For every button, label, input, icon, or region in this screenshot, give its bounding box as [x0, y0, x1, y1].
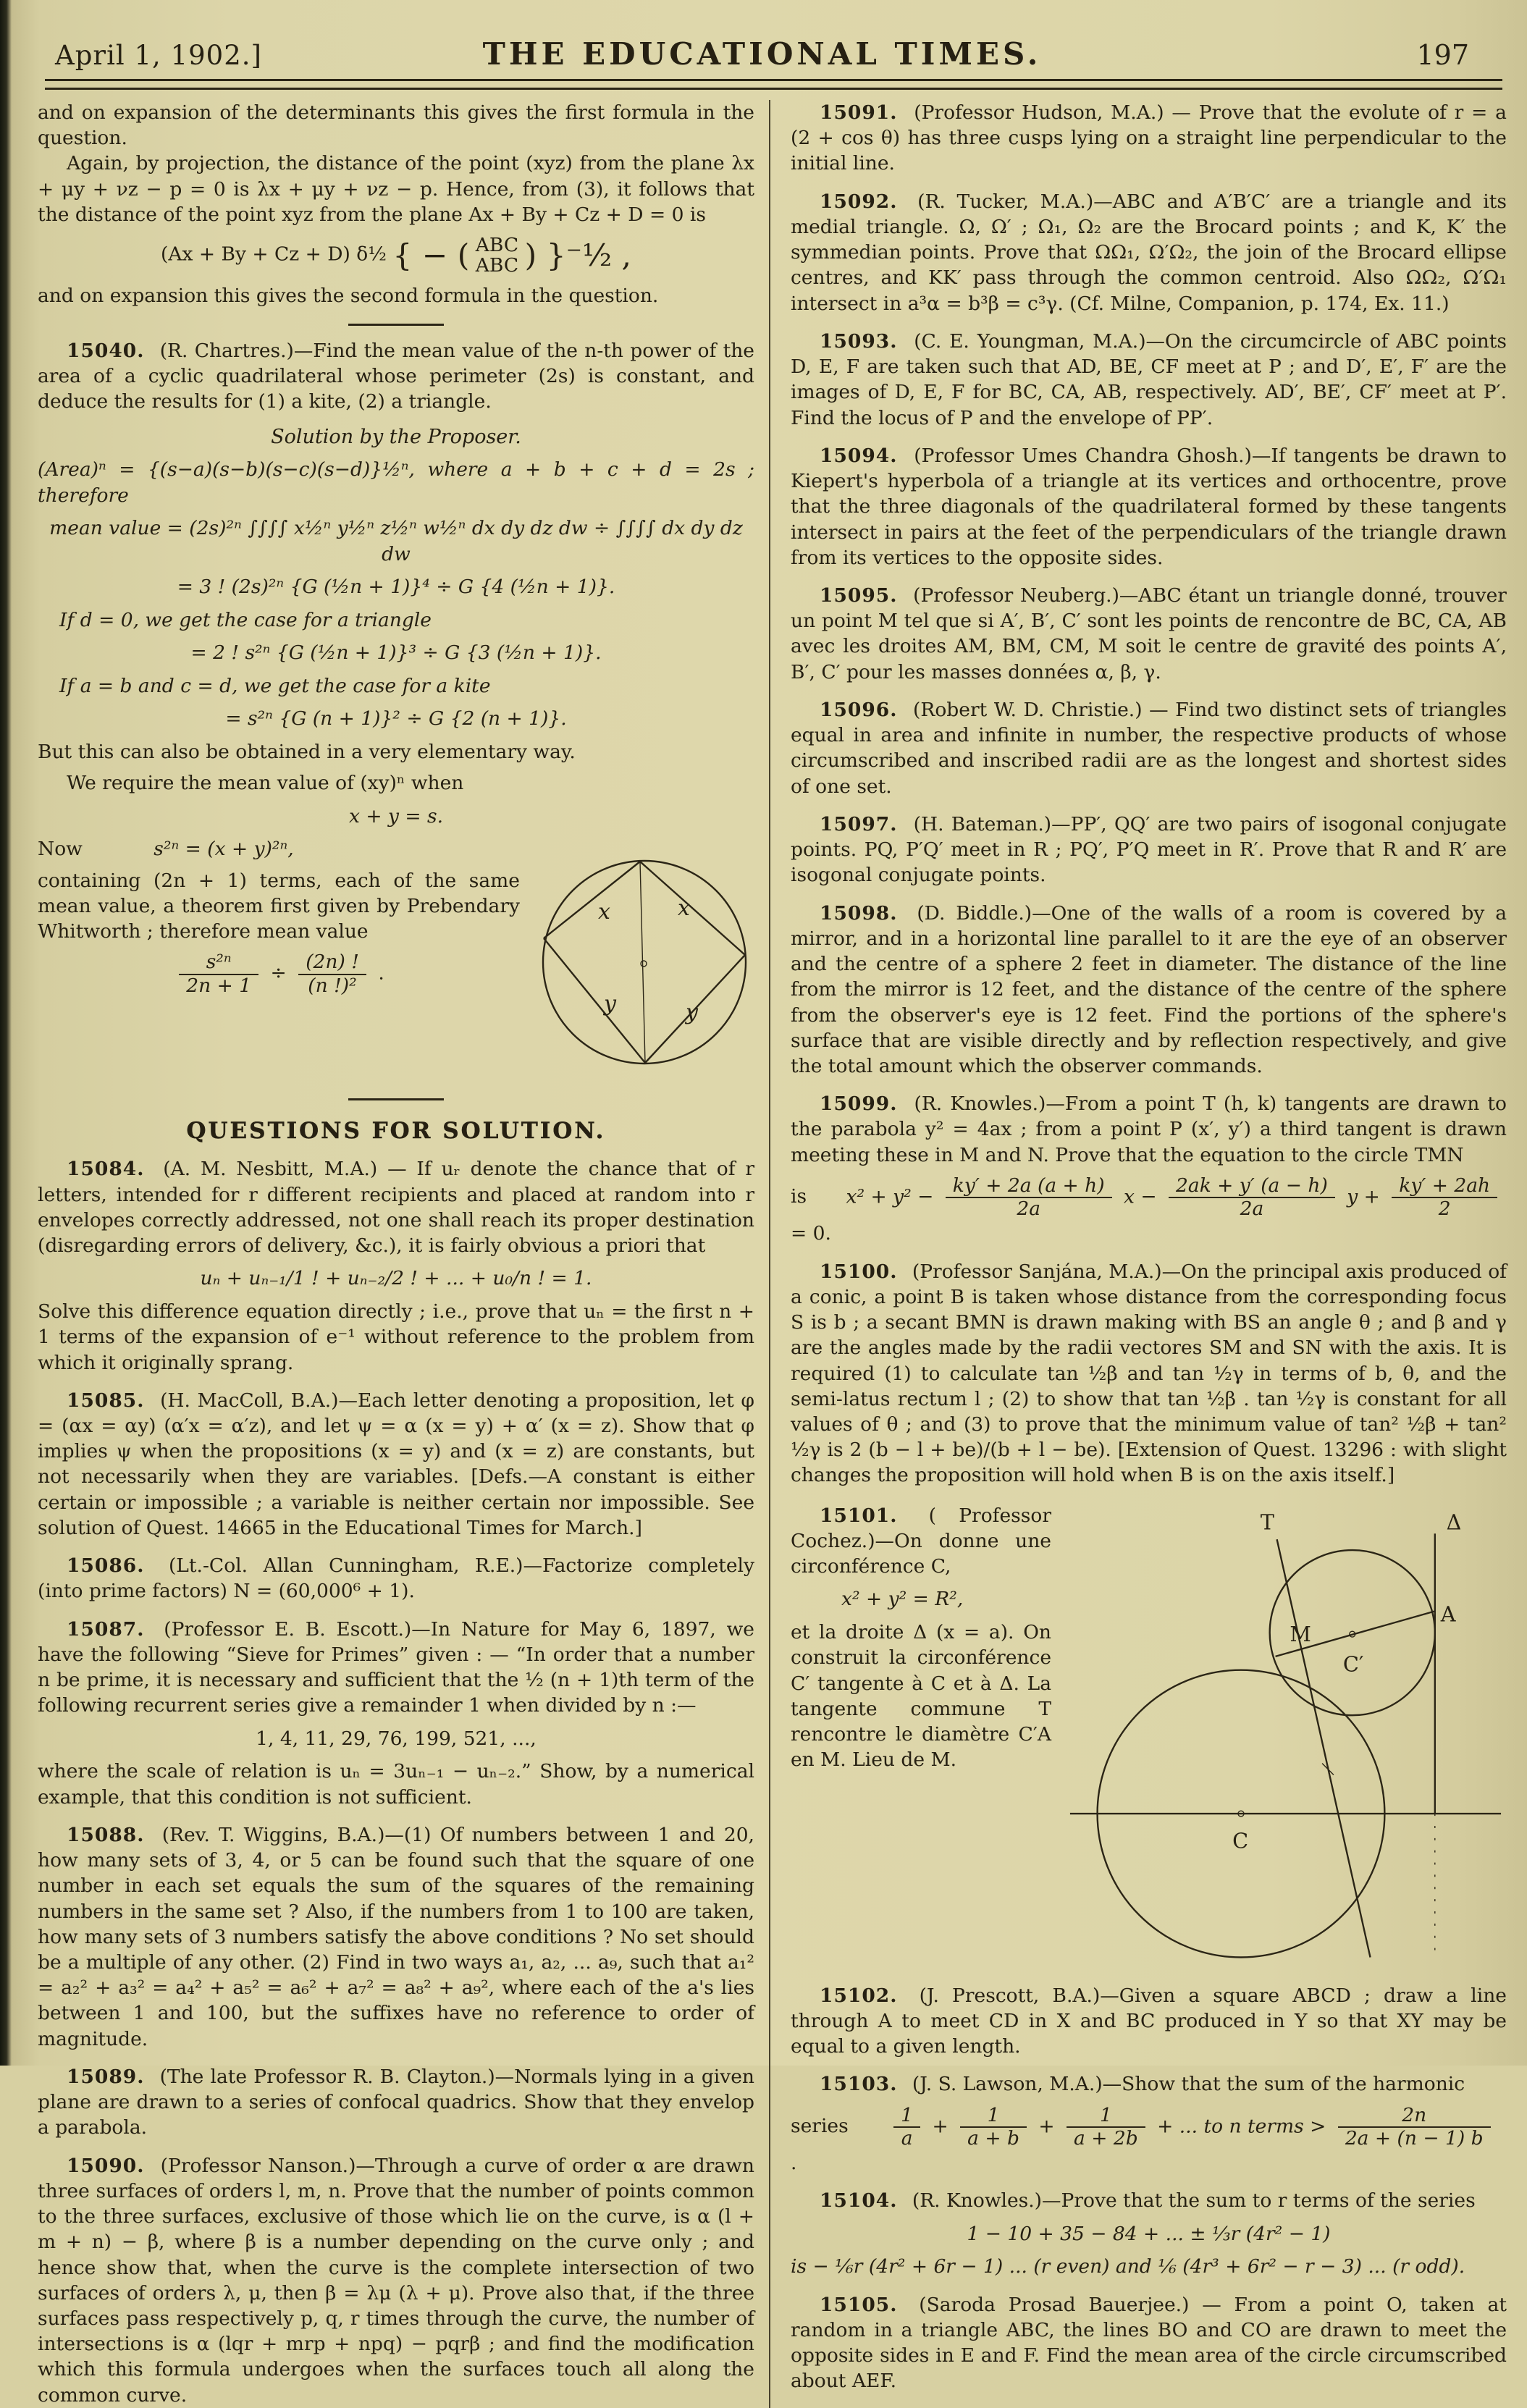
solution-heading: Solution by the Proposer.: [271, 426, 521, 449]
left-column: [38, 100, 769, 2408]
question-number: 15102.: [820, 1984, 898, 2007]
header-rule: [45, 79, 1502, 90]
question-text: (A. M. Nesbitt, M.A.) — If uᵣ denote the chance that of r letters, intended for r different recipients and placed at random into r envelopes correctly addressed, not one shall reach its proper destination (disregarding errors of delivery, &c.), it is fairly obvious a priori that: [38, 1158, 754, 1258]
issue-date: April 1, 1902.]: [55, 40, 262, 71]
formula-prime-series: 1, 4, 11, 29, 76, 199, 521, ...,: [256, 1727, 537, 1750]
question-number: 15040.: [67, 339, 145, 362]
fraction: $\frac{1}{a + 2b}$: [1067, 2105, 1145, 2150]
fraction: $\frac{\text{s²ⁿ}}{2n + 1}$: [179, 951, 258, 997]
solution-line: But this can also be obtained in a very elementary way.: [38, 741, 576, 764]
formula-mean-value: mean value = (2s)²ⁿ ∫∫∫∫ x½ⁿ y½ⁿ z½ⁿ w½ⁿ dx dy dz dw ÷ ∫∫∫∫ dx dy dz dw: [49, 516, 743, 565]
question-number: 15096.: [820, 698, 898, 721]
paragraph: and on expansion this gives the second formula in the question.: [38, 285, 659, 308]
solution-line: If a = b and c = d, we get the case for a kite: [59, 675, 491, 698]
solution-line: Now s²ⁿ = (x + y)²ⁿ,: [38, 838, 294, 861]
label-C-prime: C′: [1342, 1651, 1364, 1677]
question-15040: [38, 338, 754, 415]
question-number: 15092.: [820, 190, 898, 213]
question-number: 15098.: [820, 901, 898, 925]
question-text: (J. Prescott, B.A.)—Given a square ABCD ; draw a line through A to meet CD in X and BC produced in Y so that XY may be equal to a given length.: [791, 1984, 1507, 2058]
formula-circle-equation: x² + y² = R²,: [841, 1588, 964, 1611]
question-number: 15089.: [67, 2065, 145, 2088]
question-text: ( Professor Cochez.)—On donne une circonférence C,: [791, 1504, 1051, 1578]
question-text: (Professor Nanson.)—Through a curve of order α are drawn three surfaces of orders l, m, n. Prove that the number of points common to the three surfaces, exclusive of those which lie on the curve, is α (l + m + n) − β, where β is a number depending on the curve only ; and hence show that, when the curve is the complete intersection of two surfaces of orders λ, μ, then β = λμ (λ + μ). Prove also that, if the three surfaces pass respectively p, q, r times through the curve, the number of intersections is α (lqr + mrp + npq) − pqrβ ; and find the modification which this formula undergoes when the surfaces touch all along the common curve.: [38, 2154, 754, 2407]
paragraph: Again, by projection, the distance of the point (xyz) from the plane λx + μy + νz − p = 0 is λx + μy + νz − p. Hence, from (3), it follows that the distance of the point xyz from the plane Ax + By + Cz + D = 0 is: [38, 152, 754, 226]
question-15104: [791, 2188, 1507, 2279]
label-delta: Δ: [1446, 1510, 1462, 1535]
page-header: [55, 36, 1498, 72]
question-15092: [791, 189, 1507, 316]
question-15097: [791, 812, 1507, 888]
question-text: (R. Chartres.)—Find the mean value of the n-th power of the area of a cyclic quadrilateral whose perimeter (2s) is constant, and deduce the results for (1) a kite, (2) a triangle.: [38, 339, 754, 413]
question-number: 15103.: [820, 2073, 898, 2096]
right-column: [769, 100, 1507, 2408]
formula-gamma-triangle: = 2 ! s²ⁿ {G (½n + 1)}³ ÷ G {3 (½n + 1)}.: [190, 641, 602, 665]
question-number: 15085.: [67, 1389, 145, 1412]
question-text: (Saroda Prosad Bauerjee.) — From a point O, taken at random in a triangle ABC, the lines BO and CO are drawn to meet the opposite sides in E and F. Find the mean area of the circle circumscribed about AEF.: [791, 2293, 1507, 2393]
formula-circle-tmn: is x² + y² − $\frac{ky' + 2a (a + h)}{2a}$ x − $\frac{2ak + y' (a - h)}{2a}$ y + $\frac{ky' + 2ah}{2}$ = 0.: [791, 1175, 1507, 1247]
section-separator: [348, 324, 444, 326]
cochez-circles-figure: [1061, 1503, 1507, 1966]
question-text: (H. MacColl, B.A.)—Each letter denoting a proposition, let φ = (αx = αy) (α′x = α′z), and let ψ = α (x = y) + α′ (x = z). Show that φ implies ψ when the propositions (x = y) and (x = z) are constants, but not necessarily when they are variables. [Defs.—A constant is either certain or impossible ; a variable is neither certain nor impossible. See solution of Quest. 14665 in the Educational Times for March.]: [38, 1389, 754, 1539]
question-text: (R. Tucker, M.A.)—ABC and A′B′C′ are a triangle and its medial triangle. Ω, Ω′ ; Ω₁, Ω₂ are the Brocard points ; and K, K′ the symmedian points. Prove that ΩΩ₁, Ω′Ω₂, the join of the Brocard ellipse centres, and KK′ pass through the common centroid. Also ΩΩ₂, Ω′Ω₁ intersect in a³α = b³β = c³γ. (Cf. Milne, Companion, p. 174, Ex. 11.): [791, 190, 1507, 315]
question-number: 15095.: [820, 584, 898, 607]
kite-in-circle-figure: [536, 841, 754, 1081]
question-15101: [791, 1503, 1507, 1971]
stacked-determinant: ABC ABC: [475, 233, 519, 277]
question-text: is − ⅙r (4r² + 6r − 1) ... (r even) and ⅙ (4r³ + 6r² − r − 3) ... (r odd).: [791, 2255, 1465, 2278]
solution-line: If d = 0, we get the case for a triangle: [59, 609, 432, 632]
solution-line: (Area)ⁿ = {(s−a)(s−b)(s−c)(s−d)}½ⁿ, where a + b + c + d = 2s ; therefore: [38, 458, 754, 507]
question-text: (Lt.-Col. Allan Cunningham, R.E.)—Factorize completely (into prime factors) N = (60,000⁶ + 1).: [38, 1554, 754, 1603]
question-15088: [38, 1822, 754, 2052]
label-A: A: [1440, 1601, 1456, 1626]
question-text: (The late Professor R. B. Clayton.)—Normals lying in a given plane are drawn to a series of confocal quadrics. Show that they envelop a parabola.: [38, 2065, 754, 2139]
question-15103: [791, 2071, 1507, 2176]
side-label-x: x: [598, 899, 610, 925]
formula-final-mean-value: $\frac{\text{s²ⁿ}}{2n + 1}$ ÷ $\frac{(2n) !}{\text{(n !)²}}$ .: [38, 951, 754, 997]
page-number: 197: [1416, 39, 1469, 71]
question-text: (Professor Hudson, M.A.) — Prove that the evolute of r = a (2 + cos θ) has three cusps lying on a straight line perpendicular to the initial line.: [791, 101, 1507, 175]
question-15099: [791, 1091, 1507, 1246]
question-text: (Professor E. B. Escott.)—In Nature for May 6, 1897, we have the following “Sieve for Primes” given : — “In order that a number n be prime, it is necessary and sufficient that the ½ (n + 1)th term of the following recurrent series give a remainder 1 when divided by n :—: [38, 1617, 754, 1717]
formula-gamma-kite: = s²ⁿ {G (n + 1)}² ÷ G {2 (n + 1)}.: [225, 707, 567, 731]
question-15086: [38, 1553, 754, 1604]
question-text: (C. E. Youngman, M.A.)—On the circumcircle of ABC points D, E, F are taken such that AD, BE, CF meet at P ; and D′, E′, F′ are the images of D, E, F for BC, CA, AB, respectively. AD′, BE′, CF′ meet at P′. Find the locus of P and the envelope of PP′.: [791, 329, 1507, 429]
formula-harmonic-series: series $\frac{1}{a}$ + $\frac{1}{a + b}$ + $\frac{1}{a + 2b}$ + ... to n terms > $\frac{2n}{2a + (n - 1) b}$ .: [791, 2105, 1507, 2176]
question-text: (H. Bateman.)—PP′, QQ′ are two pairs of isogonal conjugate points. PQ, P′Q′ meet in R ; PQ′, P′Q meet in R′. Prove that R and R′ are isogonal conjugate points.: [791, 812, 1507, 887]
formula-gamma-quadrilateral: = 3 ! (2s)²ⁿ {G (½n + 1)}⁴ ÷ G {4 (½n + 1)}.: [177, 576, 615, 599]
question-number: 15100.: [820, 1260, 898, 1283]
two-column-layout: [38, 100, 1507, 2408]
question-number: 15105.: [820, 2293, 898, 2316]
question-15095: [791, 583, 1507, 685]
question-15093: [791, 329, 1507, 431]
fraction: $\frac{ky' + 2a (a + h)}{2a}$: [946, 1175, 1112, 1221]
question-number: 15093.: [820, 329, 898, 353]
question-15096: [791, 697, 1507, 799]
binding-shadow: [0, 0, 12, 2066]
question-text: (R. Knowles.)—From a point T (h, k) tangents are drawn to the parabola y² = 4ax ; from a point P (x′, y′) a third tangent is drawn meeting these in M and N. Prove that the equation to the circle TMN: [791, 1093, 1507, 1166]
question-15090: [38, 2153, 754, 2408]
question-text: (Robert W. D. Christie.) — Find two distinct sets of triangles equal in area and infinite in number, the respective products of whose circumscribed and inscribed radii are as the longest and shortest sides of one set.: [791, 698, 1507, 798]
formula-series-15104: 1 − 10 + 35 − 84 + ... ± ⅓r (4r² − 1): [967, 2222, 1331, 2245]
question-15100: [791, 1259, 1507, 1489]
question-text: (D. Biddle.)—One of the walls of a room is covered by a mirror, and in a horizontal line parallel to it are the eye of an observer and the centre of a sphere 2 feet in diameter. The distance of the line from the mirror is 12 feet, and the distance of the centre of the sphere from the observer's eye is 12 feet. Find the portions of the sphere's surface that are visible directly and by reflection respectively, and give the total amount which the observer commands.: [791, 901, 1507, 1077]
question-text: (J. S. Lawson, M.A.)—Show that the sum of the harmonic: [912, 2073, 1465, 2096]
question-text: (Rev. T. Wiggins, B.A.)—(1) Of numbers between 1 and 20, how many sets of 3, 4, or 5 can be found such that the square of one number in each set equals the sum of the squares of the remaining numbers in the same set ? Also, if the numbers from 1 to 100 are taken, how many sets of 3 numbers satisfy the above conditions ? No set should be a multiple of any other. (2) Find in two ways a₁, a₂, ... a₉, such that a₁² = a₂² + a₃² = a₄² + a₅² = a₆² + a₇² = a₈² + a₉², where each of the a's lies between 1 and 100, but the suffixes have no reference to order of magnitude.: [38, 1823, 754, 2050]
question-text: where the scale of relation is uₙ = 3uₙ₋₁ − uₙ₋₂.” Show, by a numerical example, that this condition is not sufficient.: [38, 1760, 754, 1809]
question-15098: [791, 901, 1507, 1079]
label-M: M: [1290, 1621, 1311, 1646]
fraction: $\frac{ky' + 2ah}{2}$: [1392, 1175, 1497, 1221]
formula-x-plus-y: x + y = s.: [348, 804, 444, 828]
formula-plane-distance: (Ax + By + Cz + D) δ½ { − ( ABC ABC ) }⁻½ ,: [161, 233, 631, 277]
formula-derangement: uₙ + uₙ₋₁/1 ! + uₙ₋₂/2 ! + ... + u₀/n ! = 1.: [200, 1267, 592, 1290]
side-label-y: y: [604, 991, 616, 1017]
fraction: $\frac{1}{a}$: [893, 2105, 920, 2150]
label-T: T: [1260, 1510, 1274, 1535]
fraction: $\frac{2n}{2a + (n - 1) b}$: [1338, 2105, 1491, 2150]
question-number: 15101.: [820, 1504, 898, 1527]
section-separator: [348, 1098, 444, 1100]
common-tangent-T: [1277, 1539, 1371, 1957]
side-label-x: x: [678, 896, 690, 922]
question-number: 15104.: [820, 2189, 898, 2213]
solution-with-figure: [38, 836, 754, 1084]
question-text: (Professor Sanjána, M.A.)—On the principal axis produced of a conic, a point B is taken whose distance from the corresponding focus S is b ; a secant BMN is drawn making with BS an angle θ ; and β and γ are the angles made by the radii vectores SM and SN with the axis. It is required (1) to calculate tan ½β and tan ½γ in terms of b, θ, and the semi-latus rectum l ; (2) to show that tan ½β . tan ½γ is constant for all values of θ ; and (3) to prove that the minimum value of tan² ½β + tan² ½γ is 2 (b − l + be)/(b + l − be). [Extension of Quest. 13296 : with slight changes the proposition will hold when B is on the axis itself.]: [791, 1260, 1507, 1487]
page-title: THE EDUCATIONAL TIMES.: [482, 36, 1042, 72]
question-15084: [38, 1156, 754, 1375]
question-15102: [791, 1983, 1507, 2060]
question-15105: [791, 2292, 1507, 2394]
question-text: (Professor Neuberg.)—ABC étant un triangle donné, trouver un point M tel que si A′, B′, C′ sont les points de rencontre de BC, CA, AB avec les droites AM, BM, CM, M soit le centre de gravité des points A′, B′, C′ pour les masses données α, β, γ.: [791, 584, 1507, 683]
question-text: et la droite Δ (x = a). On construit la circonférence C′ tangente à C et à Δ. La tangente commune T rencontre le diamètre C′A en M. Lieu de M.: [791, 1621, 1051, 1772]
question-15085: [38, 1388, 754, 1541]
question-number: 15086.: [67, 1554, 145, 1578]
solution-line: containing (2n + 1) terms, each of the same mean value, a theorem first given by Prebendary Whitworth ; therefore mean value: [38, 869, 520, 943]
solution-line: We require the mean value of (xy)ⁿ when: [67, 772, 464, 795]
side-label-y: y: [686, 1000, 698, 1026]
fraction: $\frac{(2n) !}{\text{(n !)²}}$: [298, 951, 366, 997]
fraction: $\frac{2ak + y' (a - h)}{2a}$: [1169, 1175, 1335, 1221]
question-text: (R. Knowles.)—Prove that the sum to r terms of the series: [912, 2189, 1476, 2213]
question-15089: [38, 2064, 754, 2141]
question-number: 15091.: [820, 101, 898, 124]
question-number: 15099.: [820, 1093, 898, 1116]
fraction: $\frac{1}{a + b}$: [960, 2105, 1027, 2150]
question-number: 15087.: [67, 1617, 145, 1641]
question-number: 15084.: [67, 1158, 145, 1181]
label-C: C: [1232, 1828, 1249, 1853]
question-text: Solve this difference equation directly ; i.e., prove that uₙ = the first n + 1 terms of the expansion of e⁻¹ without reference to the problem from which it originally sprang.: [38, 1300, 754, 1374]
question-15094: [791, 443, 1507, 571]
question-number: 15090.: [67, 2154, 145, 2177]
question-15087: [38, 1617, 754, 1810]
paragraph: and on expansion of the determinants this gives the first formula in the question.: [38, 101, 754, 150]
questions-for-solution-heading: QUESTIONS FOR SOLUTION.: [186, 1118, 606, 1145]
question-text: (Professor Umes Chandra Ghosh.)—If tangents be drawn to Kiepert's hyperbola of a triangle at its vertices and orthocentre, prove that the three diagonals of the quadrilateral formed by these tangents intersect in pairs at the feet of the perpendiculars of the triangle drawn from its vertices to the opposite sides.: [791, 444, 1507, 569]
question-number: 15097.: [820, 812, 898, 835]
question-15091: [791, 100, 1507, 177]
question-number: 15094.: [820, 444, 898, 467]
circle-centre-dot: [641, 961, 647, 967]
question-number: 15088.: [67, 1823, 145, 1846]
